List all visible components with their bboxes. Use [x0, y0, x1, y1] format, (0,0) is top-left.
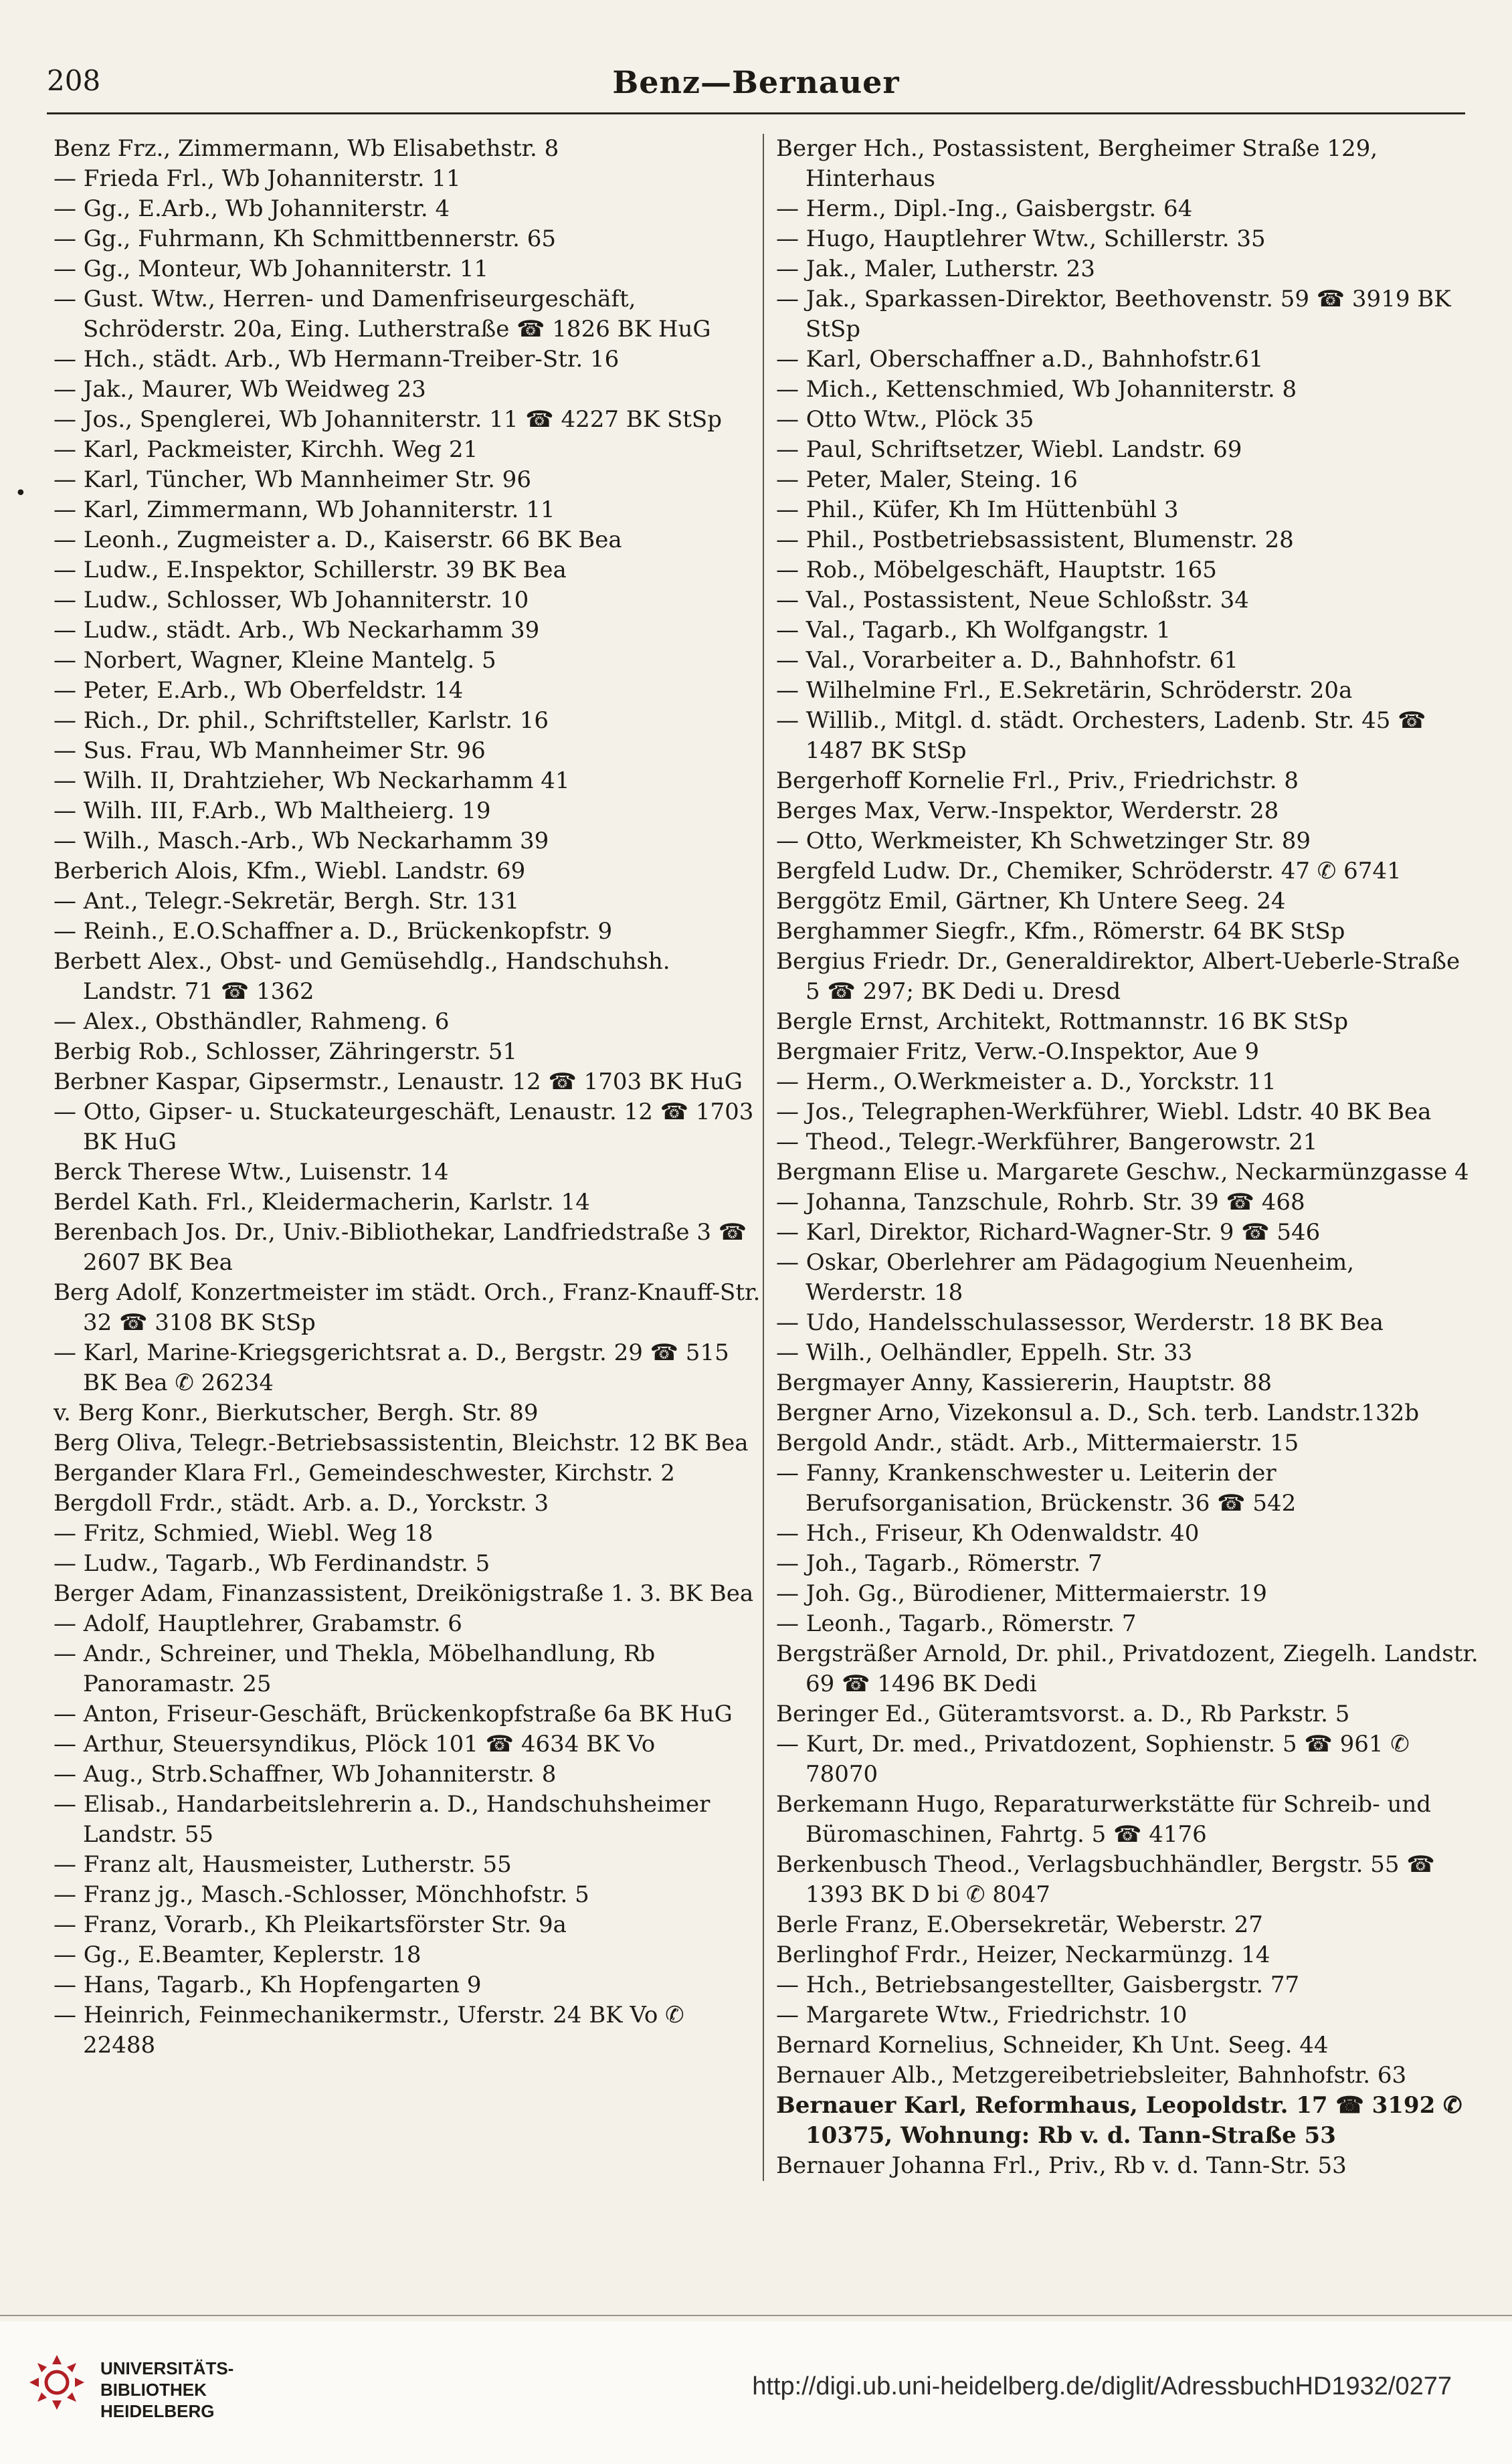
directory-entry: — Norbert, Wagner, Kleine Mantelg. 5 — [54, 647, 496, 674]
directory-entry: — Jos., Spenglerei, Wb Johanniterstr. 11 ☎ 4227 BK StSp — [54, 406, 722, 433]
directory-entry: — Otto, Werkmeister, Kh Schwetzinger Str. 89 — [776, 828, 1311, 854]
directory-entry: — Otto Wtw., Plöck 35 — [776, 406, 1034, 433]
directory-entry: — Elisab., Handarbeitslehrerin a. D., Handschuhsheimer Landstr. 55 — [54, 1791, 711, 1848]
directory-entry: — Karl, Direktor, Richard-Wagner-Str. 9 ☎ 546 — [776, 1219, 1321, 1246]
directory-entry: Bernauer Alb., Metzgereibetriebsleiter, Bahnhofstr. 63 — [776, 2062, 1407, 2089]
header-rule — [47, 112, 1465, 114]
directory-entry: Berg Oliva, Telegr.-Betriebsassistentin, Bleichstr. 12 BK Bea — [54, 1430, 749, 1456]
source-url-link[interactable]: http://digi.ub.uni-heidelberg.de/diglit/AdressbuchHD1932/0277 — [752, 2372, 1452, 2400]
footer — [0, 2321, 1512, 2464]
directory-entry: — Herm., Dipl.-Ing., Gaisbergstr. 64 — [776, 195, 1193, 222]
directory-entry: — Val., Postassistent, Neue Schloßstr. 34 — [776, 587, 1249, 613]
directory-entry: — Wilh., Oelhändler, Eppelh. Str. 33 — [776, 1339, 1193, 1366]
directory-entry: Bergsträßer Arnold, Dr. phil., Privatdozent, Ziegelh. Landstr. 69 ☎ 1496 BK Dedi — [776, 1640, 1479, 1697]
directory-entry: — Karl, Tüncher, Wb Mannheimer Str. 96 — [54, 466, 531, 493]
footer-separator — [0, 2315, 1512, 2316]
directory-entry: — Adolf, Hauptlehrer, Grabamstr. 6 — [54, 1610, 462, 1637]
directory-entry: — Kurt, Dr. med., Privatdozent, Sophienstr. 5 ☎ 961 ✆ 78070 — [776, 1731, 1410, 1788]
directory-entry: — Peter, Maler, Steing. 16 — [776, 466, 1078, 493]
directory-entry: — Theod., Telegr.-Werkführer, Bangerowstr. 21 — [776, 1129, 1318, 1155]
directory-entry: Berdel Kath. Frl., Kleidermacherin, Karlstr. 14 — [54, 1189, 590, 1216]
directory-entry: — Udo, Handelsschulassessor, Werderstr. 18 BK Bea — [776, 1309, 1384, 1336]
directory-entry: — Val., Tagarb., Kh Wolfgangstr. 1 — [776, 617, 1171, 644]
margin-bullet-mark: • — [15, 482, 27, 505]
directory-entry: Berkenbusch Theod., Verlagsbuchhändler, Bergstr. 55 ☎ 1393 BK D bi ✆ 8047 — [776, 1851, 1435, 1908]
library-name — [100, 2358, 233, 2422]
directory-entry: Bergerhoff Kornelie Frl., Priv., Friedrichstr. 8 — [776, 767, 1299, 794]
directory-entry: — Wilh. III, F.Arb., Wb Maltheierg. 19 — [54, 797, 491, 824]
directory-entry: Bergold Andr., städt. Arb., Mittermaierstr. 15 — [776, 1430, 1299, 1456]
page-header — [0, 64, 1512, 104]
directory-entry: — Hugo, Hauptlehrer Wtw., Schillerstr. 35 — [776, 225, 1266, 252]
directory-entry: — Joh., Tagarb., Römerstr. 7 — [776, 1550, 1103, 1577]
directory-entry: — Fritz, Schmied, Wiebl. Weg 18 — [54, 1520, 434, 1547]
directory-entry: — Gust. Wtw., Herren- und Damenfriseurgeschäft, Schröderstr. 20a, Eing. Lutherstraße ☎ 1826 BK HuG — [54, 286, 711, 343]
directory-entry: Berck Therese Wtw., Luisenstr. 14 — [54, 1159, 449, 1186]
left-column — [54, 134, 763, 2061]
directory-entry: — Otto, Gipser- u. Stuckateurgeschäft, Lenaustr. 12 ☎ 1703 BK HuG — [54, 1099, 754, 1155]
directory-entry: — Franz alt, Hausmeister, Lutherstr. 55 — [54, 1851, 512, 1878]
library-logo-icon — [27, 2352, 87, 2412]
directory-entry: — Herm., O.Werkmeister a. D., Yorckstr. 11 — [776, 1068, 1277, 1095]
directory-entry: — Peter, E.Arb., Wb Oberfeldstr. 14 — [54, 677, 464, 704]
directory-entry: — Wilh. II, Drahtzieher, Wb Neckarhamm 41 — [54, 767, 570, 794]
directory-entry: Berghammer Siegfr., Kfm., Römerstr. 64 BK StSp — [776, 918, 1345, 945]
directory-entry: — Frieda Frl., Wb Johanniterstr. 11 — [54, 165, 461, 192]
running-title: Benz—Bernauer — [612, 64, 900, 100]
directory-entry: — Aug., Strb.Schaffner, Wb Johanniterstr. 8 — [54, 1761, 557, 1788]
directory-entry: — Johanna, Tanzschule, Rohrb. Str. 39 ☎ 468 — [776, 1189, 1305, 1216]
directory-entry: — Andr., Schreiner, und Thekla, Möbelhandlung, Rb Panoramastr. 25 — [54, 1640, 656, 1697]
directory-entry: — Anton, Friseur-Geschäft, Brückenkopfstraße 6a BK HuG — [54, 1701, 733, 1727]
directory-entry: Berkemann Hugo, Reparaturwerkstätte für Schreib- und Büromaschinen, Fahrtg. 5 ☎ 4176 — [776, 1791, 1432, 1848]
directory-entry: — Karl, Zimmermann, Wb Johanniterstr. 11 — [54, 496, 555, 523]
directory-entry: Berg Adolf, Konzertmeister im städt. Orch., Franz-Knauff-Str. 32 ☎ 3108 BK StSp — [54, 1279, 761, 1336]
directory-entry: — Leonh., Tagarb., Römerstr. 7 — [776, 1610, 1137, 1637]
directory-entry: — Mich., Kettenschmied, Wb Johanniterstr. 8 — [776, 376, 1297, 403]
directory-entry: — Gg., E.Arb., Wb Johanniterstr. 4 — [54, 195, 450, 222]
library-logo[interactable] — [27, 2348, 241, 2429]
directory-entry: Berle Franz, E.Obersekretär, Weberstr. 27 — [776, 1911, 1263, 1938]
directory-entry: Beringer Ed., Güteramtsvorst. a. D., Rb Parkstr. 5 — [776, 1701, 1350, 1727]
directory-entry: — Jak., Maurer, Wb Weidweg 23 — [54, 376, 426, 403]
directory-entry: Benz Frz., Zimmermann, Wb Elisabethstr. 8 — [54, 135, 559, 162]
right-column — [763, 134, 1479, 2181]
directory-entry: Bergdoll Frdr., städt. Arb. a. D., Yorckstr. 3 — [54, 1490, 549, 1517]
directory-entry: — Wilh., Masch.-Arb., Wb Neckarhamm 39 — [54, 828, 549, 854]
directory-entry: — Paul, Schriftsetzer, Wiebl. Landstr. 69 — [776, 436, 1242, 463]
directory-entry: — Leonh., Zugmeister a. D., Kaiserstr. 66 BK Bea — [54, 527, 622, 553]
directory-entry: Berberich Alois, Kfm., Wiebl. Landstr. 69 — [54, 858, 526, 884]
directory-entry: Bernauer Karl, Reformhaus, Leopoldstr. 17 ☎ 3192 ✆ 10375, Wohnung: Rb v. d. Tann-Straße 53 — [776, 2092, 1462, 2149]
directory-entry: — Hch., städt. Arb., Wb Hermann-Treiber-Str. 16 — [54, 346, 620, 373]
directory-entry: — Karl, Oberschaffner a.D., Bahnhofstr.61 — [776, 346, 1264, 373]
directory-entry: Berges Max, Verw.-Inspektor, Werderstr. 28 — [776, 797, 1279, 824]
directory-entry: — Jos., Telegraphen-Werkführer, Wiebl. Ldstr. 40 BK Bea — [776, 1099, 1432, 1125]
directory-entry: Berlinghof Frdr., Heizer, Neckarmünzg. 14 — [776, 1941, 1270, 1968]
page-number: 208 — [47, 64, 101, 97]
directory-entry: Bergander Klara Frl., Gemeindeschwester, Kirchstr. 2 — [54, 1460, 675, 1487]
directory-entry: — Margarete Wtw., Friedrichstr. 10 — [776, 2002, 1188, 2028]
directory-entry: Bergius Friedr. Dr., Generaldirektor, Albert-Ueberle-Straße 5 ☎ 297; BK Dedi u. Dresd — [776, 948, 1460, 1005]
directory-entry: Bergfeld Ludw. Dr., Chemiker, Schröderstr. 47 ✆ 6741 — [776, 858, 1402, 884]
directory-entry: Bernard Kornelius, Schneider, Kh Unt. Seeg. 44 — [776, 2032, 1329, 2059]
directory-entry: — Phil., Postbetriebsassistent, Blumenstr. 28 — [776, 527, 1294, 553]
directory-entry: Berger Hch., Postassistent, Bergheimer Straße 129, Hinterhaus — [776, 135, 1378, 192]
directory-entry: — Fanny, Krankenschwester u. Leiterin der Berufsorganisation, Brückenstr. 36 ☎ 542 — [776, 1460, 1297, 1517]
directory-entry: Bergner Arno, Vizekonsul a. D., Sch. terb. Landstr.132b — [776, 1400, 1420, 1426]
directory-entry: — Reinh., E.O.Schaffner a. D., Brückenkopfstr. 9 — [54, 918, 613, 945]
directory-entry: — Arthur, Steuersyndikus, Plöck 101 ☎ 4634 BK Vo — [54, 1731, 656, 1758]
directory-entry: — Karl, Packmeister, Kirchh. Weg 21 — [54, 436, 478, 463]
directory-entry: — Rich., Dr. phil., Schriftsteller, Karlstr. 16 — [54, 707, 549, 734]
directory-entry: — Jak., Maler, Lutherstr. 23 — [776, 256, 1095, 282]
directory-entry: — Hans, Tagarb., Kh Hopfengarten 9 — [54, 1972, 482, 1998]
directory-entry: — Willib., Mitgl. d. städt. Orchesters, Ladenb. Str. 45 ☎ 1487 BK StSp — [776, 707, 1426, 764]
directory-entry: — Gg., Monteur, Wb Johanniterstr. 11 — [54, 256, 489, 282]
directory-entry: — Hch., Betriebsangestellter, Gaisbergstr. 77 — [776, 1972, 1300, 1998]
directory-entry: Berenbach Jos. Dr., Univ.-Bibliothekar, Landfriedstraße 3 ☎ 2607 BK Bea — [54, 1219, 747, 1276]
directory-entry: — Gg., E.Beamter, Keplerstr. 18 — [54, 1941, 421, 1968]
library-name-line-3: HEIDELBERG — [100, 2401, 215, 2421]
directory-entry: Bergmann Elise u. Margarete Geschw., Neckarmünzgasse 4 — [776, 1159, 1469, 1186]
directory-entry: Berggötz Emil, Gärtner, Kh Untere Seeg. 24 — [776, 888, 1286, 915]
directory-entry: — Franz, Vorarb., Kh Pleikartsförster Str. 9a — [54, 1911, 567, 1938]
directory-entry: — Wilhelmine Frl., E.Sekretärin, Schröderstr. 20a — [776, 677, 1353, 704]
directory-entry: Berbner Kaspar, Gipsermstr., Lenaustr. 12 ☎ 1703 BK HuG — [54, 1068, 743, 1095]
directory-entry: — Jak., Sparkassen-Direktor, Beethovenstr. 59 ☎ 3919 BK StSp — [776, 286, 1451, 343]
directory-entry: — Ludw., Schlosser, Wb Johanniterstr. 10 — [54, 587, 529, 613]
directory-entry: — Hch., Friseur, Kh Odenwaldstr. 40 — [776, 1520, 1200, 1547]
directory-entry: Berbett Alex., Obst- und Gemüsehdlg., Handschuhsh. Landstr. 71 ☎ 1362 — [54, 948, 670, 1005]
directory-entry: Bernauer Johanna Frl., Priv., Rb v. d. Tann-Str. 53 — [776, 2152, 1347, 2179]
directory-entry: — Heinrich, Feinmechanikermstr., Uferstr. 24 BK Vo ✆ 22488 — [54, 2002, 684, 2059]
library-name-line-1: UNIVERSITÄTS- — [100, 2358, 234, 2378]
directory-entry: — Ludw., städt. Arb., Wb Neckarhamm 39 — [54, 617, 540, 644]
directory-entry: — Alex., Obsthändler, Rahmeng. 6 — [54, 1008, 450, 1035]
directory-entry: Berger Adam, Finanzassistent, Dreikönigstraße 1. 3. BK Bea — [54, 1580, 754, 1607]
directory-entry: — Joh. Gg., Bürodiener, Mittermaierstr. 19 — [776, 1580, 1267, 1607]
directory-entry: — Sus. Frau, Wb Mannheimer Str. 96 — [54, 737, 486, 764]
directory-entry: — Ludw., Tagarb., Wb Ferdinandstr. 5 — [54, 1550, 490, 1577]
directory-entry: v. Berg Konr., Bierkutscher, Bergh. Str. 89 — [54, 1400, 539, 1426]
directory-entry: Bergmayer Anny, Kassiererin, Hauptstr. 88 — [776, 1369, 1272, 1396]
directory-entry: — Gg., Fuhrmann, Kh Schmittbennerstr. 65 — [54, 225, 557, 252]
directory-entry: — Karl, Marine-Kriegsgerichtsrat a. D., Bergstr. 29 ☎ 515 BK Bea ✆ 26234 — [54, 1339, 729, 1396]
directory-entry: Bergmaier Fritz, Verw.-O.Inspektor, Aue 9 — [776, 1038, 1260, 1065]
directory-entry: Berbig Rob., Schlosser, Zähringerstr. 51 — [54, 1038, 518, 1065]
directory-entry: — Rob., Möbelgeschäft, Hauptstr. 165 — [776, 557, 1217, 583]
directory-entry: — Ludw., E.Inspektor, Schillerstr. 39 BK Bea — [54, 557, 567, 583]
directory-entry: — Oskar, Oberlehrer am Pädagogium Neuenheim, Werderstr. 18 — [776, 1249, 1354, 1306]
library-name-line-2: BIBLIOTHEK — [100, 2380, 207, 2400]
directory-entry: Bergle Ernst, Architekt, Rottmannstr. 16 BK StSp — [776, 1008, 1349, 1035]
directory-entry: — Franz jg., Masch.-Schlosser, Mönchhofstr. 5 — [54, 1881, 589, 1908]
directory-entry: — Phil., Küfer, Kh Im Hüttenbühl 3 — [776, 496, 1179, 523]
directory-entry: — Ant., Telegr.-Sekretär, Bergh. Str. 131 — [54, 888, 520, 915]
directory-entry: — Val., Vorarbeiter a. D., Bahnhofstr. 61 — [776, 647, 1238, 674]
